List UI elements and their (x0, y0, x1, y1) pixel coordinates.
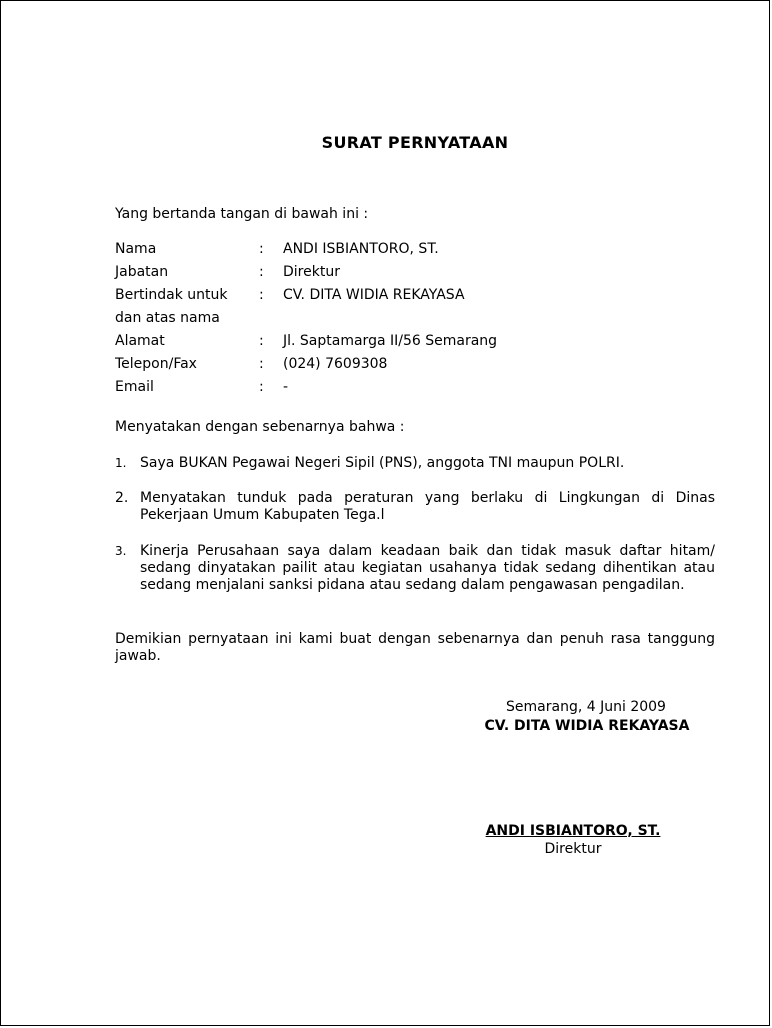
field-colon-alamat: : (259, 333, 264, 349)
field-colon-jabatan: : (259, 264, 264, 280)
field-value-nama: ANDI ISBIANTORO, ST. (283, 241, 439, 257)
field-value-email: - (283, 379, 289, 395)
field-colon-bertindak: : (259, 287, 264, 303)
signature-place-date: Semarang, 4 Juni 2009 (506, 699, 666, 715)
field-value-jabatan: Direktur (283, 264, 340, 280)
statement-intro: Menyatakan dengan sebenarnya bahwa : (115, 419, 405, 435)
item-number-1: 1. (115, 456, 127, 470)
signature-company: CV. DITA WIDIA REKAYASA (484, 718, 690, 734)
item-text-1: Saya BUKAN Pegawai Negeri Sipil (PNS), anggota TNI maupun POLRI. (140, 455, 625, 471)
field-label-nama: Nama (115, 241, 157, 257)
item-text-3: Kinerja Perusahaan saya dalam keadaan baik dan tidak masuk daftar hitam/ sedang dinyatakan pailit atau kegiatan usahanya tidak sedang dihentikan atau sedang menjalani sanksi pidana atau sedang dalam pengawasan pengadilan. (140, 543, 715, 593)
field-value-telepon: (024) 7609308 (283, 356, 388, 372)
field-label-email: Email (115, 379, 154, 395)
signature-position: Direktur (544, 841, 602, 857)
item-text-2: Menyatakan tunduk pada peraturan yang berlaku di Lingkungan di Dinas Pekerjaan Umum Kabupaten Tega.l (140, 490, 715, 523)
field-label-atas-nama: dan atas nama (115, 310, 220, 326)
intro-text: Yang bertanda tangan di bawah ini : (115, 206, 369, 222)
field-colon-email: : (259, 379, 264, 395)
field-label-jabatan: Jabatan (115, 264, 169, 280)
field-value-bertindak: CV. DITA WIDIA REKAYASA (283, 287, 465, 303)
field-label-bertindak: Bertindak untuk (115, 287, 228, 303)
field-label-alamat: Alamat (115, 333, 165, 349)
document-title: SURAT PERNYATAAN (321, 133, 509, 152)
signature-name: ANDI ISBIANTORO, ST. (485, 823, 661, 839)
field-colon-telepon: : (259, 356, 264, 372)
item-number-3: 3. (115, 544, 127, 558)
closing-paragraph: Demikian pernyataan ini kami buat dengan sebenarnya dan penuh rasa tanggung jawab. (115, 631, 715, 664)
field-value-alamat: Jl. Saptamarga II/56 Semarang (283, 333, 498, 349)
field-colon-nama: : (259, 241, 264, 257)
item-number-2: 2. (115, 490, 129, 506)
field-label-telepon: Telepon/Fax (115, 356, 197, 372)
